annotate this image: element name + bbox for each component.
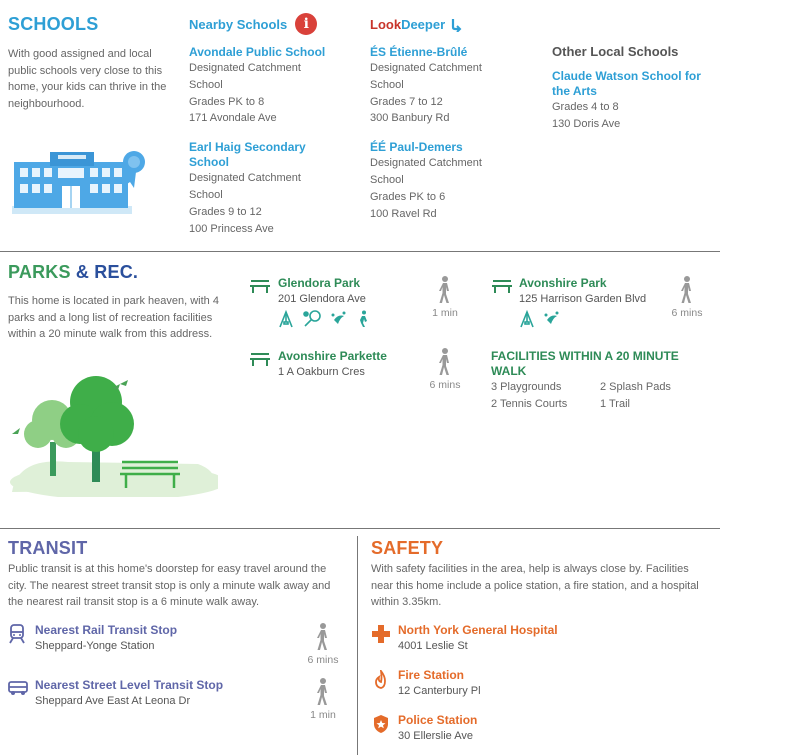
school-name[interactable]: Avondale Public School: [189, 45, 326, 59]
lookdeeper-link[interactable]: Look Deeper: [370, 17, 462, 32]
safety-label: North York General Hospital: [398, 623, 558, 637]
train-icon: [8, 624, 26, 644]
splash-pad-icon: [543, 310, 561, 328]
transit-rail-stop[interactable]: Nearest Rail Transit Stop Sheppard-Yonge Station: [8, 623, 177, 655]
school-name[interactable]: Claude Watson School for: [552, 69, 701, 83]
school-col-1: Avondale Public School Designated Catchment School Grades PK to 8 171 Avondale Ave Earl Haig Secondary School Designated Catchment School Grades 9 to 12 100 Princess Ave: [189, 45, 359, 237]
transit-label: Nearest Street Level Transit Stop: [35, 678, 224, 692]
divider: [0, 528, 720, 529]
walk-time: 6 mins: [662, 276, 712, 319]
park-name[interactable]: Avonshire Park: [519, 276, 607, 290]
walk-time: 6 mins: [298, 623, 348, 666]
school-name[interactable]: ÉÉ Paul-Demers: [370, 140, 463, 155]
schools-intro: With good assigned and local public schools very close to this home, your kids can thrive in the neighbourhood.: [8, 48, 167, 110]
bench-icon: [249, 351, 271, 367]
other-local-schools: Other Local Schools Claude Watson School for the Arts Grades 4 to 8 130 Doris Ave: [552, 44, 727, 133]
parks-title: PARKS & REC.: [8, 262, 139, 282]
flame-icon: [371, 670, 391, 690]
school-building-illustration: [10, 146, 150, 218]
playground-icon: [278, 310, 294, 328]
splash-pad-icon: [330, 310, 348, 328]
facilities-block: FACILITIES WITHIN A 20 MINUTE WALK 3 Playgrounds 2 Splash Pads 2 Tennis Courts 1 Trail: [491, 349, 711, 413]
facility-item: 2 Tennis Courts: [491, 397, 568, 410]
facility-item: 2 Splash Pads: [600, 381, 671, 393]
police-badge-icon: [371, 714, 391, 734]
school-name[interactable]: Earl Haig Secondary: [189, 140, 306, 155]
hospital-cross-icon: [371, 624, 391, 644]
schools-title: SCHOOLS: [8, 14, 99, 34]
safety-label: Police Station: [398, 713, 478, 727]
park-item-avonshire[interactable]: Avonshire Park 125 Harrison Garden Blvd: [491, 276, 646, 328]
walking-person-icon: [437, 276, 453, 304]
safety-hospital[interactable]: North York General Hospital 4001 Leslie St: [371, 623, 558, 655]
parks-intro: This home is located in park heaven, with 4 parks and a long list of recreation facilities within a 20 minute walk from this address.: [8, 295, 219, 340]
walking-person-icon: [437, 348, 453, 376]
park-name[interactable]: Avonshire Parkette: [278, 349, 387, 363]
arrow-down-right-icon: [450, 18, 462, 32]
facilities-title: FACILITIES WITHIN A 20 MINUTE: [491, 349, 679, 363]
safety-police-station[interactable]: Police Station 30 Ellerslie Ave: [371, 713, 477, 745]
nearby-schools-label: Nearby Schools: [189, 16, 288, 32]
park-name[interactable]: Glendora Park: [278, 276, 361, 290]
trail-icon: [356, 310, 370, 328]
tennis-icon: [302, 310, 322, 328]
bench-icon: [249, 278, 271, 294]
bench-icon: [491, 278, 513, 294]
playground-icon: [519, 310, 535, 328]
safety-title: SAFETY: [371, 538, 444, 558]
transit-label: Nearest Rail Transit Stop: [35, 623, 178, 637]
school-col-2: ÉS Étienne-Brûlé Designated Catchment School Grades 7 to 12 300 Banbury Rd ÉÉ Paul-Demers Designated Catchment School Grades PK to 6 100 Ravel Rd: [370, 45, 540, 222]
walking-person-icon: [315, 623, 331, 651]
walk-time: 1 min: [298, 678, 348, 721]
walk-time: 1 min: [420, 276, 470, 319]
school-name[interactable]: ÉS Étienne-Brûlé: [370, 45, 468, 59]
park-trees-illustration: [8, 372, 218, 497]
transit-intro: Public transit is at this home's doorstep for easy travel around the city. The nearest street transit stop is only a minute walk away and the nearest rail transit stop is a 6 minute walk away.: [8, 563, 331, 608]
divider: [0, 251, 720, 252]
vertical-divider: [357, 536, 358, 755]
bus-icon: [8, 680, 28, 696]
walking-person-icon: [315, 678, 331, 706]
park-item-avonshire-parkette[interactable]: Avonshire Parkette 1 A Oakburn Cres: [249, 349, 387, 381]
safety-label: Fire Station: [398, 668, 465, 682]
transit-title: TRANSIT: [8, 538, 88, 558]
safety-intro: With safety facilities in the area, help is always close by. Facilities near this home include a police station, a fire station, and a hospital within 3.35km.: [371, 563, 699, 608]
walk-time: 6 mins: [420, 348, 470, 391]
park-amenity-icons: [278, 310, 370, 328]
info-icon[interactable]: i: [295, 13, 317, 35]
transit-street-stop[interactable]: Nearest Street Level Transit Stop Sheppard Ave East At Leona Dr: [8, 678, 223, 710]
park-item-glendora[interactable]: Glendora Park 201 Glendora Ave: [249, 276, 370, 328]
facility-item: 1 Trail: [600, 397, 630, 410]
safety-fire-station[interactable]: Fire Station 12 Canterbury Pl: [371, 668, 481, 700]
facility-item: 3 Playgrounds: [491, 381, 562, 393]
other-schools-title: Other Local Schools: [552, 44, 679, 59]
park-amenity-icons: [519, 310, 646, 328]
nearby-schools-header: [189, 13, 317, 35]
walking-person-icon: [679, 276, 695, 304]
